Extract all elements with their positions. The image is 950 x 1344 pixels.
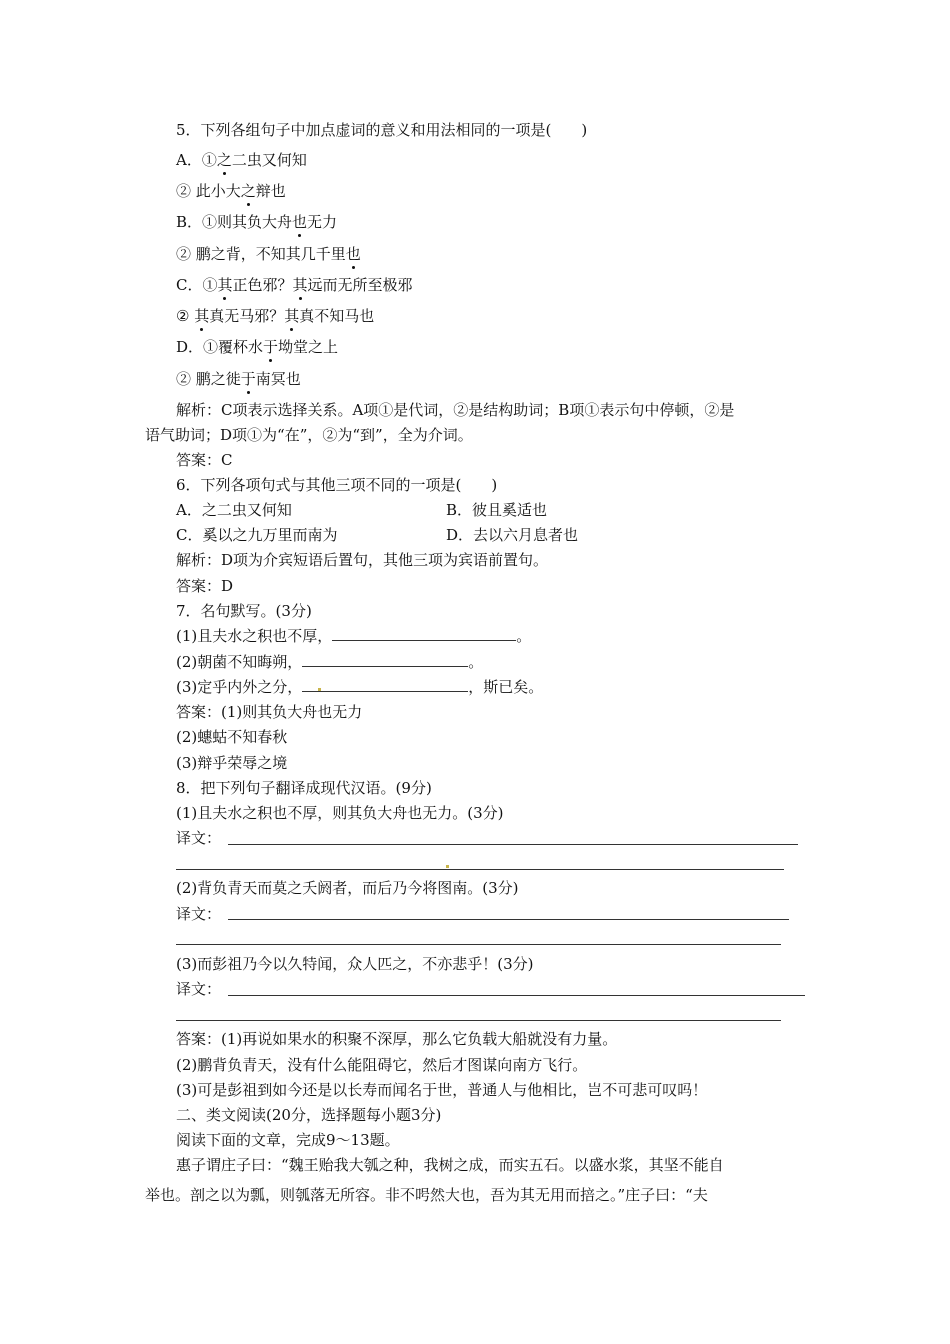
answer-line[interactable] (176, 1020, 781, 1021)
answer-line[interactable] (228, 844, 798, 845)
q6-option-b: B．彼且奚适也 (446, 501, 548, 519)
q8-answer3: (3)可是彭祖到如今还是以长寿而闻名于世，普通人与他相比，岂不可悲可叹吗！ (176, 1081, 708, 1099)
section-title: 二、类文阅读(20分，选择题每小题3分) (176, 1106, 442, 1124)
emphasis-dot-char: 也 (345, 245, 361, 263)
answer-line[interactable] (176, 944, 781, 945)
q5-option-c2: ② 其真无马邪？其真不知马也 (176, 307, 375, 325)
q7-stem: 7．名句默写。(3分) (176, 602, 312, 620)
answer-line[interactable] (228, 919, 789, 920)
q8-sentence1: (1)且夫水之积也不厚，则其负大舟也无力。(3分) (176, 804, 504, 822)
emphasis-dot-char: 之 (216, 151, 232, 169)
q8-translation-label1: 译文： (176, 829, 222, 847)
passage-line2: 举也。剖之以为瓢，则瓠落无所容。非不呺然大也，吾为其无用而掊之。”庄子曰：“夫 (145, 1186, 708, 1204)
answer-line[interactable] (228, 995, 805, 996)
q8-answer2: (2)鹏背负青天，没有什么能阻碍它，然后才图谋向南方飞行。 (176, 1056, 588, 1074)
q5-option-d1: D．①覆杯水于坳堂之上 (176, 338, 339, 356)
answer-blank[interactable] (302, 677, 468, 692)
q6-stem: 6．下列各项句式与其他三项不同的一项是( ) (176, 476, 498, 494)
q8-stem: 8．把下列句子翻译成现代汉语。(9分) (176, 779, 432, 797)
q6-option-a: A．之二虫又何知 (176, 501, 292, 519)
emphasis-dot-char: 其 (292, 276, 308, 294)
q6-option-c: C．奚以之九万里而南为 (176, 526, 338, 544)
section-intro: 阅读下面的文章，完成9～13题。 (176, 1131, 400, 1149)
q5-option-a1: A．①之二虫又何知 (176, 151, 307, 169)
answer-blank[interactable] (332, 626, 516, 641)
q5-option-b2: ② 鹏之背，不知其几千里也 (176, 245, 361, 263)
q8-translation-label3: 译文： (176, 980, 222, 998)
answer-blank[interactable] (302, 652, 468, 667)
emphasis-dot-char: 其 (217, 276, 233, 294)
emphasis-dot-char: 其 (284, 307, 300, 325)
q5-option-b1: B．①则其负大舟也无力 (176, 213, 338, 231)
q7-line3: (3)定乎内外之分， ，斯已矣。 (176, 678, 544, 696)
q6-answer: 答案：D (176, 577, 234, 595)
q8-answer1: 答案：(1)再说如果水的积聚不深厚，那么它负载大船就没有力量。 (176, 1030, 618, 1048)
q7-answer1: 答案：(1)则其负大舟也无力 (176, 703, 363, 721)
q5-analysis-line2: 语气助词；D项①为“在”，②为“到”，全为介词。 (145, 426, 473, 444)
q5-option-c1: C．①其正色邪？其远而无所至极邪 (176, 276, 413, 294)
emphasis-dot-char: 之 (240, 182, 256, 200)
q5-option-d2: ② 鹏之徙于南冥也 (176, 370, 301, 388)
passage-line1: 惠子谓庄子曰：“魏王贻我大瓠之种，我树之成，而实五石。以盛水浆，其坚不能自 (176, 1156, 724, 1174)
emphasis-dot-char: 也 (292, 213, 308, 231)
q7-answer2: (2)蟪蛄不知春秋 (176, 728, 288, 746)
emphasis-dot-char: 于 (263, 338, 279, 356)
print-speck (318, 688, 321, 691)
emphasis-dot-char: 其 (194, 307, 210, 325)
q8-translation-label2: 译文： (176, 905, 222, 923)
print-speck (446, 865, 449, 868)
q6-option-d: D．去以六月息者也 (446, 526, 579, 544)
q6-analysis: 解析：D项为介宾短语后置句，其他三项为宾语前置句。 (176, 551, 549, 569)
q5-analysis-line1: 解析：C项表示选择关系。A项①是代词，②是结构助词；B项①表示句中停顿，②是 (176, 401, 735, 419)
answer-line[interactable] (176, 869, 784, 870)
q7-line2: (2)朝菌不知晦朔， 。 (176, 653, 484, 671)
q5-stem: 5．下列各组句子中加点虚词的意义和用法相同的一项是( ) (176, 121, 588, 139)
q5-option-a2: ② 此小大之辩也 (176, 182, 286, 200)
q5-answer: 答案：C (176, 451, 233, 469)
q7-line1: (1)且夫水之积也不厚， 。 (176, 627, 532, 645)
q7-answer3: (3)辩乎荣辱之境 (176, 754, 288, 772)
q8-sentence3: (3)而彭祖乃今以久特闻，众人匹之，不亦悲乎！(3分) (176, 955, 534, 973)
q8-sentence2: (2)背负青天而莫之夭阏者，而后乃今将图南。(3分) (176, 879, 519, 897)
emphasis-dot-char: 于 (240, 370, 256, 388)
